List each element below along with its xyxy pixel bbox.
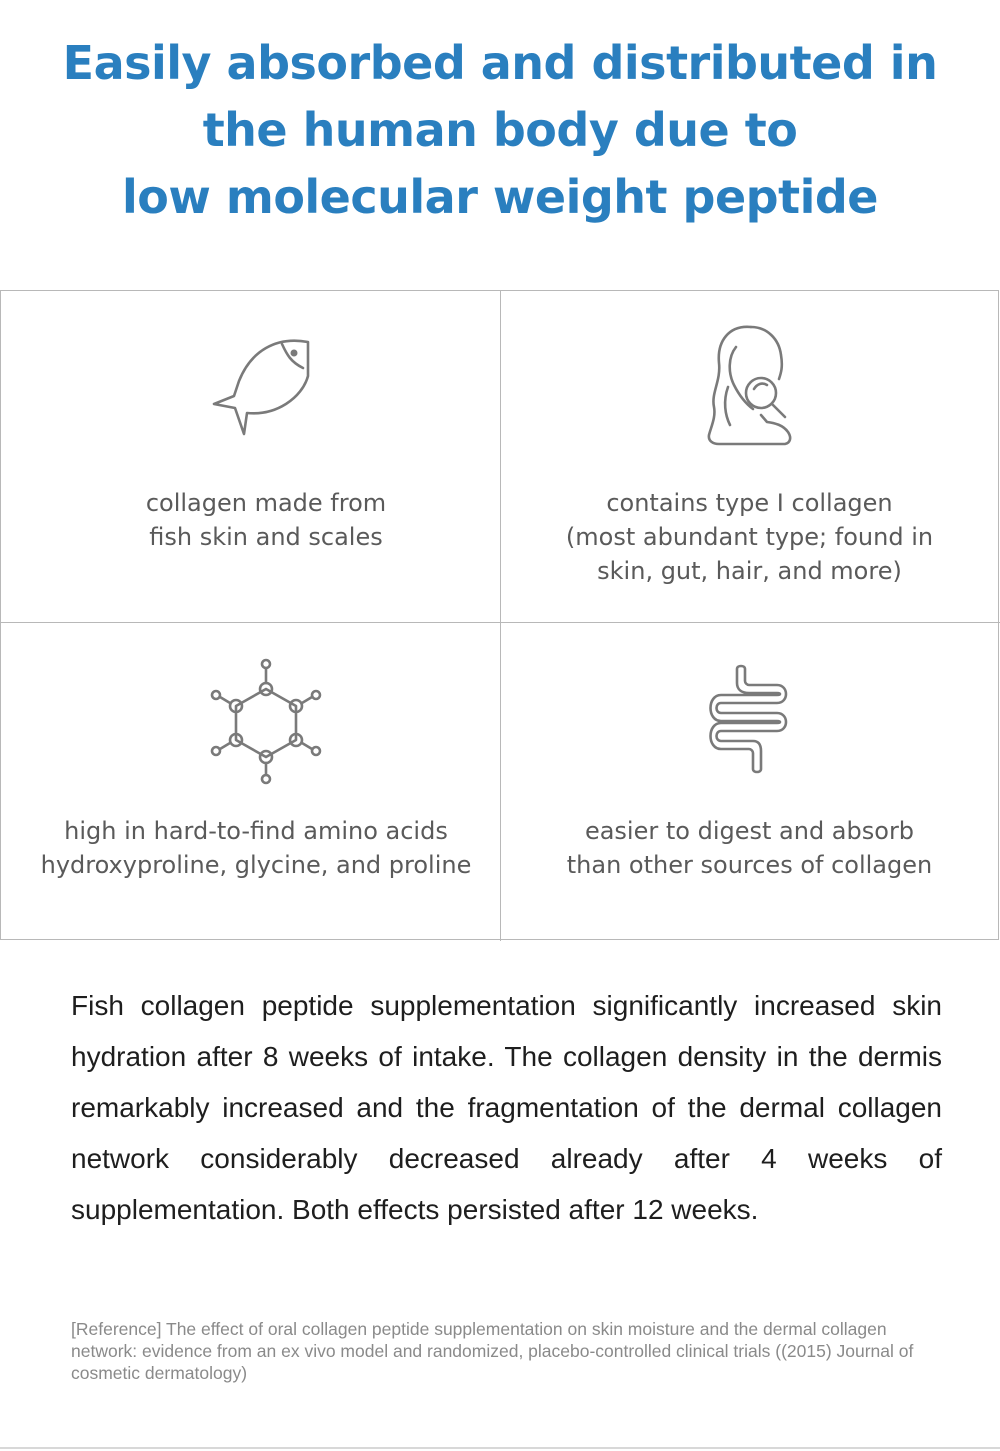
headline-line-2: the human body due to bbox=[202, 103, 798, 157]
feature-fish-text: collagen made from fish skin and scales bbox=[145, 489, 387, 551]
bottom-divider bbox=[0, 1447, 1000, 1449]
headline-line-1: Easily absorbed and distributed in bbox=[62, 36, 938, 90]
feature-type-i-collagen-text: contains type I collagen (most abundant type; found in skin, gut, hair, and more) bbox=[565, 489, 934, 585]
reference-citation: [Reference] The effect of oral collagen peptide supplementation on skin moisture and the dermal collagen network: evidence from an ex vivo model and randomized, placebo-controlled clinical trials ((2015) Journal of cosmetic dermatology) bbox=[71, 1319, 914, 1383]
fish-icon bbox=[206, 336, 316, 436]
molecule-icon bbox=[206, 656, 331, 786]
feature-digestion-text: easier to digest and absorb than other sources of collagen bbox=[566, 817, 933, 879]
intestine-icon bbox=[701, 663, 801, 781]
study-summary: Fish collagen peptide supplementation significantly increased skin hydration after 8 weeks of intake. The collagen density in the dermis remarkably increased and the fragmentation of the dermal collagen network considerably decreased already after 4 weeks of supplementation. Both effects persisted after 12 weeks. bbox=[71, 990, 942, 1225]
headline bbox=[0, 30, 1000, 231]
woman-magnifier-icon bbox=[701, 323, 797, 447]
headline-line-3: low molecular weight peptide bbox=[122, 170, 878, 224]
grid-divider-horizontal bbox=[1, 622, 1000, 623]
feature-grid bbox=[0, 290, 999, 940]
feature-amino-acids-text: high in hard-to-find amino acids hydroxyproline, glycine, and proline bbox=[40, 817, 472, 879]
